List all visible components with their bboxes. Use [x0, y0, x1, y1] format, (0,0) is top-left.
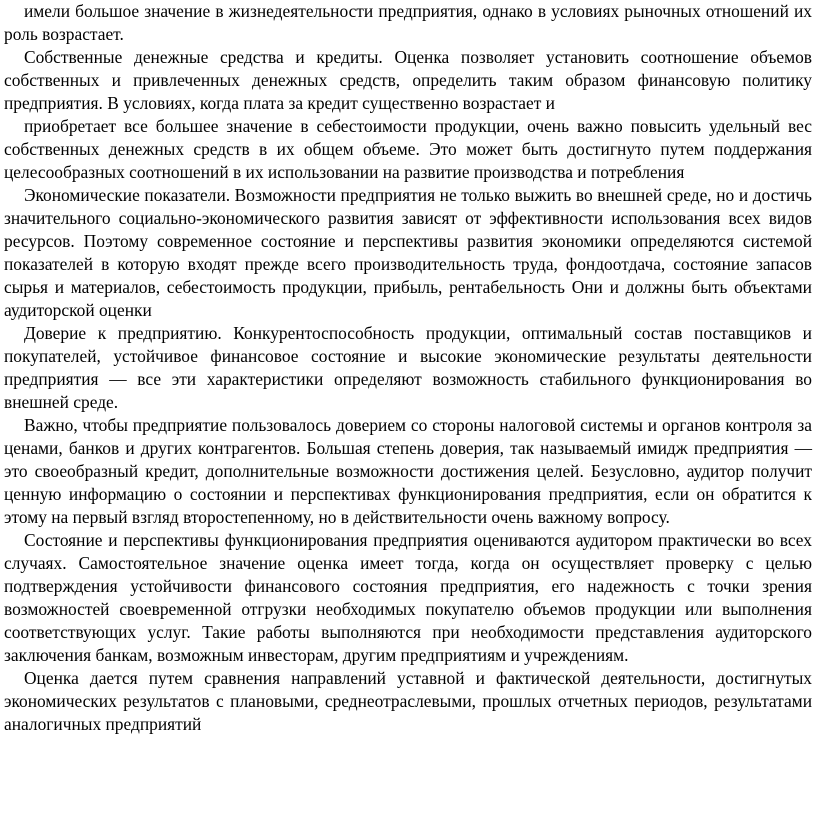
- paragraph-continuation: имели большое значение в жизнедеятельности предприятия, однако в условиях рыночных отношений их роль возрастает.: [4, 1, 812, 44]
- paragraph-assessment-method: Оценка дается путем сравнения направлений уставной и фактической деятельности, достигнутых экономических результатов с плановыми, среднеотраслевыми, прошлых отчетных периодов, результатами аналогичных предприятий: [4, 668, 812, 734]
- paragraph-trust-importance: Важно, чтобы предприятие пользовалось доверием со стороны налоговой системы и органов контроля за ценами, банков и других контрагентов. Большая степень доверия, так называемый имидж предприятия — это своеобразный кредит, дополнительные возможности достижения целей. Безусловно, аудитор получит ценную информацию о состоянии и перспективах функционирования предприятия, если он обратится к этому на первый взгляд второстепенному, но в действительности очень важному вопросу.: [4, 415, 812, 527]
- paragraph-economic-indicators: Экономические показатели. Возможности предприятия не только выжить во внешней среде, но и достичь значительного социально-экономического развития зависят от эффективности использования всех видов ресурсов. Поэтому современное состояние и перспективы развития экономики определяются системой показателей в которую входят прежде всего производительность труда, фондоотдача, состояние запасов сырья и материалов, себестоимость продукции, прибыль, рентабельность Они и должны быть объектами аудиторской оценки: [4, 185, 812, 320]
- paragraph-own-funds-continued: приобретает все большее значение в себестоимости продукции, очень важно повысить удельный вес собственных денежных средств в их общем объеме. Это может быть достигнуто путем поддержания целесообразных соотношений в их использовании на развитие производства и потребления: [4, 116, 812, 182]
- paragraph-own-funds-and-credits: Собственные денежные средства и кредиты. Оценка позволяет установить соотношение объемов собственных и привлеченных денежных средств, определить таким образом финансовую политику предприятия. В условиях, когда плата за кредит существенно возрастает и: [4, 47, 812, 113]
- paragraph-state-and-prospects: Состояние и перспективы функционирования предприятия оцениваются аудитором практически во всех случаях. Самостоятельное значение оценка имеет тогда, когда он осуществляет проверку с целью подтверждения устойчивости финансового состояния предприятия, его надежность с точки зрения возможностей своевременной отгрузки необходимых покупателю объемов продукции или выполнения соответствующих услуг. Такие работы выполняются при необходимости представления аудиторского заключения банкам, возможным инвесторам, другим предприятиям и учреждениям.: [4, 530, 812, 665]
- document-page: [4, 0, 812, 736]
- paragraph-trust-in-enterprise: Доверие к предприятию. Конкурентоспособность продукции, оптимальный состав поставщиков и покупателей, устойчивое финансовое состояние и высокие экономические результаты деятельности предприятия — все эти характеристики определяют возможность стабильного функционирования во внешней среде.: [4, 323, 812, 412]
